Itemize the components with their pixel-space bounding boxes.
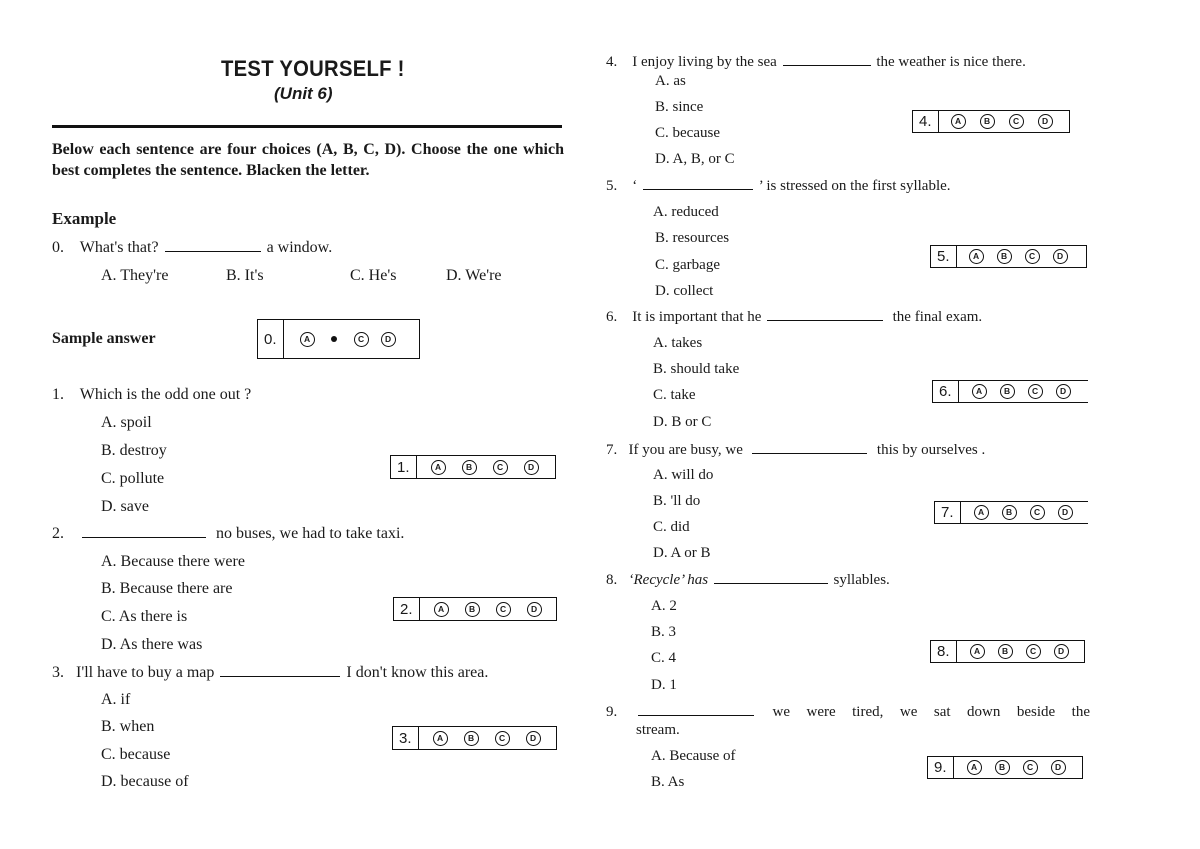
question-9 <box>636 704 1090 721</box>
bubble-a[interactable]: A <box>969 249 984 264</box>
question-8 <box>606 572 890 589</box>
question-number: 8. <box>606 572 618 588</box>
bubble-d[interactable]: D <box>1038 114 1053 129</box>
bubble-b[interactable]: B <box>980 114 995 129</box>
instructions: Below each sentence are four choices (A, B, C, D). Choose the one which best completes the sentence. Blacken the letter. <box>52 141 564 179</box>
choice-8c: C. 4 <box>651 650 677 666</box>
choice-6c: C. take <box>653 387 696 403</box>
question-number: 6. <box>606 309 618 325</box>
choice-9b: B. As <box>651 774 685 790</box>
bubble-a[interactable]: A <box>974 505 989 520</box>
bubble-b[interactable]: B <box>465 602 480 617</box>
question-number: 4. <box>606 54 618 70</box>
choice-1d: D. save <box>101 498 149 515</box>
bubble-d[interactable]: D <box>1058 505 1073 520</box>
bubble-b[interactable]: B <box>464 731 479 746</box>
example-choice-d: D. We're <box>446 267 502 284</box>
answer-blank <box>220 665 340 677</box>
question-text-before: ‘Recycle’ has <box>628 572 709 588</box>
question-text-after: ’ is stressed on the first syllable. <box>758 178 951 194</box>
question-1 <box>52 386 251 404</box>
question-text-after: this by ourselves . <box>876 442 986 458</box>
bubble-c[interactable]: C <box>1030 505 1045 520</box>
bubble-a[interactable]: A <box>431 460 446 475</box>
box-number: 4. <box>913 111 939 132</box>
choice-4a: A. as <box>655 73 686 89</box>
bubble-c[interactable]: C <box>1026 644 1041 659</box>
choice-6a: A. takes <box>653 335 703 351</box>
sample-answer-box <box>257 319 420 359</box>
bubble-d[interactable]: D <box>526 731 541 746</box>
bubble-b[interactable]: B <box>1000 384 1015 399</box>
answer-box-6[interactable] <box>932 380 1088 403</box>
choice-2b: B. Because there are <box>101 580 233 597</box>
question-number: 7. <box>606 442 618 458</box>
choice-1b: B. destroy <box>101 442 167 459</box>
question-text-after: the weather is nice there. <box>876 54 1026 70</box>
page-subtitle: (Unit 6) <box>274 84 333 103</box>
page-title: TEST YOURSELF ! <box>221 56 405 81</box>
box-number: 7. <box>935 502 961 523</box>
choice-1c: C. pollute <box>101 470 165 487</box>
choice-3a: A. if <box>101 691 131 708</box>
bubble-b[interactable]: B <box>998 644 1013 659</box>
bubble-c[interactable]: C <box>495 731 510 746</box>
bubble-c: C <box>354 332 369 347</box>
question-text-after: no buses, we had to take taxi. <box>216 525 405 542</box>
answer-blank <box>638 704 754 716</box>
answer-blank <box>783 54 871 66</box>
answer-blank <box>752 442 867 454</box>
question-number: 1. <box>52 386 64 403</box>
question-text-after: the final exam. <box>892 309 983 325</box>
answer-box-7[interactable] <box>934 501 1088 524</box>
answer-box-5[interactable] <box>930 245 1087 268</box>
answer-box-9[interactable] <box>927 756 1083 779</box>
bubble-d[interactable]: D <box>1054 644 1069 659</box>
choice-5b: B. resources <box>655 230 730 246</box>
choice-6b: B. should take <box>653 361 740 377</box>
box-number: 8. <box>931 641 957 662</box>
choice-7a: A. will do <box>653 467 714 483</box>
answer-blank <box>643 178 753 190</box>
question-number-9: 9. <box>606 704 618 720</box>
bubble-c[interactable]: C <box>493 460 508 475</box>
choice-7d: D. A or B <box>653 545 711 561</box>
bubble-b-filled <box>327 332 342 347</box>
question-text-after: a window. <box>266 239 333 256</box>
question-9-line2: stream. <box>636 722 680 738</box>
example-choice-b: B. It's <box>226 267 264 284</box>
bubble-c[interactable]: C <box>1023 760 1038 775</box>
answer-box-3[interactable] <box>392 726 557 750</box>
bubble-d[interactable]: D <box>1056 384 1071 399</box>
sample-answer-label: Sample answer <box>52 330 156 347</box>
example-choice-c: C. He's <box>350 267 397 284</box>
choice-7c: C. did <box>653 519 690 535</box>
question-7 <box>606 442 985 459</box>
question-text-before: ‘ <box>632 178 638 194</box>
question-text-before: If you are busy, we <box>628 442 743 458</box>
bubble-b[interactable]: B <box>995 760 1010 775</box>
bubble-c[interactable]: C <box>1025 249 1040 264</box>
bubble-a[interactable]: A <box>434 602 449 617</box>
bubble-c[interactable]: C <box>496 602 511 617</box>
question-text-before: I'll have to buy a map <box>76 664 215 681</box>
answer-blank <box>82 526 206 538</box>
bubble-d[interactable]: D <box>1053 249 1068 264</box>
question-text-after: I don't know this area. <box>346 664 489 681</box>
bubble-a[interactable]: A <box>970 644 985 659</box>
bubble-b[interactable]: B <box>1002 505 1017 520</box>
choice-3d: D. because of <box>101 773 189 790</box>
choice-3b: B. when <box>101 718 155 735</box>
question-2 <box>52 525 404 543</box>
answer-box-4[interactable] <box>912 110 1070 133</box>
example-choice-a: A. They're <box>101 267 169 284</box>
question-number: 0. <box>52 239 64 256</box>
box-number: 3. <box>393 727 419 749</box>
answer-box-2[interactable] <box>393 597 557 621</box>
bubble-d[interactable]: D <box>1051 760 1066 775</box>
choice-8b: B. 3 <box>651 624 677 640</box>
box-number: 1. <box>391 456 417 478</box>
question-text-before: What's that? <box>79 239 159 256</box>
question-text-after: syllables. <box>833 572 890 588</box>
bubble-b[interactable]: B <box>997 249 1012 264</box>
question-text-before: I enjoy living by the sea <box>632 54 777 70</box>
question-5 <box>606 178 951 195</box>
choice-4b: B. since <box>655 99 704 115</box>
choice-8d: D. 1 <box>651 677 677 693</box>
box-number: 5. <box>931 246 957 267</box>
choice-5d: D. collect <box>655 283 714 299</box>
example-question <box>52 239 332 257</box>
choice-1a: A. spoil <box>101 414 152 431</box>
answer-blank <box>165 240 261 252</box>
question-number: 3. <box>52 664 64 681</box>
choice-6d: D. B or C <box>653 414 712 430</box>
answer-blank <box>767 309 883 321</box>
box-number: 9. <box>928 757 954 778</box>
choice-2c: C. As there is <box>101 608 188 625</box>
bubble-a[interactable]: A <box>433 731 448 746</box>
box-number: 0. <box>258 320 284 358</box>
bubble-a[interactable]: A <box>967 760 982 775</box>
question-4 <box>606 54 1026 71</box>
choice-5a: A. reduced <box>653 204 719 220</box>
question-3 <box>52 664 488 682</box>
box-number: 6. <box>933 381 959 402</box>
question-text-after: we were tired, we sat down beside the <box>772 704 1090 720</box>
answer-box-8[interactable] <box>930 640 1085 663</box>
choice-3c: C. because <box>101 746 171 763</box>
question-text-before: It is important that he <box>632 309 762 325</box>
choice-4c: C. because <box>655 125 720 141</box>
question-number: 2. <box>52 525 64 542</box>
question-6 <box>606 309 982 326</box>
choice-7b: B. 'll do <box>653 493 701 509</box>
example-heading: Example <box>52 209 117 228</box>
bubble-a[interactable]: A <box>972 384 987 399</box>
bubble-b[interactable]: B <box>462 460 477 475</box>
bubble-a[interactable]: A <box>951 114 966 129</box>
header-rule <box>52 125 562 128</box>
answer-box-1[interactable] <box>390 455 556 479</box>
choice-4d: D. A, B, or C <box>655 151 735 167</box>
box-number: 2. <box>394 598 420 620</box>
bubble-d[interactable]: D <box>527 602 542 617</box>
answer-blank <box>714 572 828 584</box>
choice-8a: A. 2 <box>651 598 677 614</box>
bubble-d: D <box>381 332 396 347</box>
choice-5c: C. garbage <box>655 257 720 273</box>
choice-2d: D. As there was <box>101 636 203 653</box>
bubble-c[interactable]: C <box>1028 384 1043 399</box>
bubble-d[interactable]: D <box>524 460 539 475</box>
choice-9a: A. Because of <box>651 748 736 764</box>
bubble-a: A <box>300 332 315 347</box>
question-number: 5. <box>606 178 618 194</box>
choice-2a: A. Because there were <box>101 553 245 570</box>
question-text: Which is the odd one out ? <box>79 386 252 403</box>
bubble-c[interactable]: C <box>1009 114 1024 129</box>
